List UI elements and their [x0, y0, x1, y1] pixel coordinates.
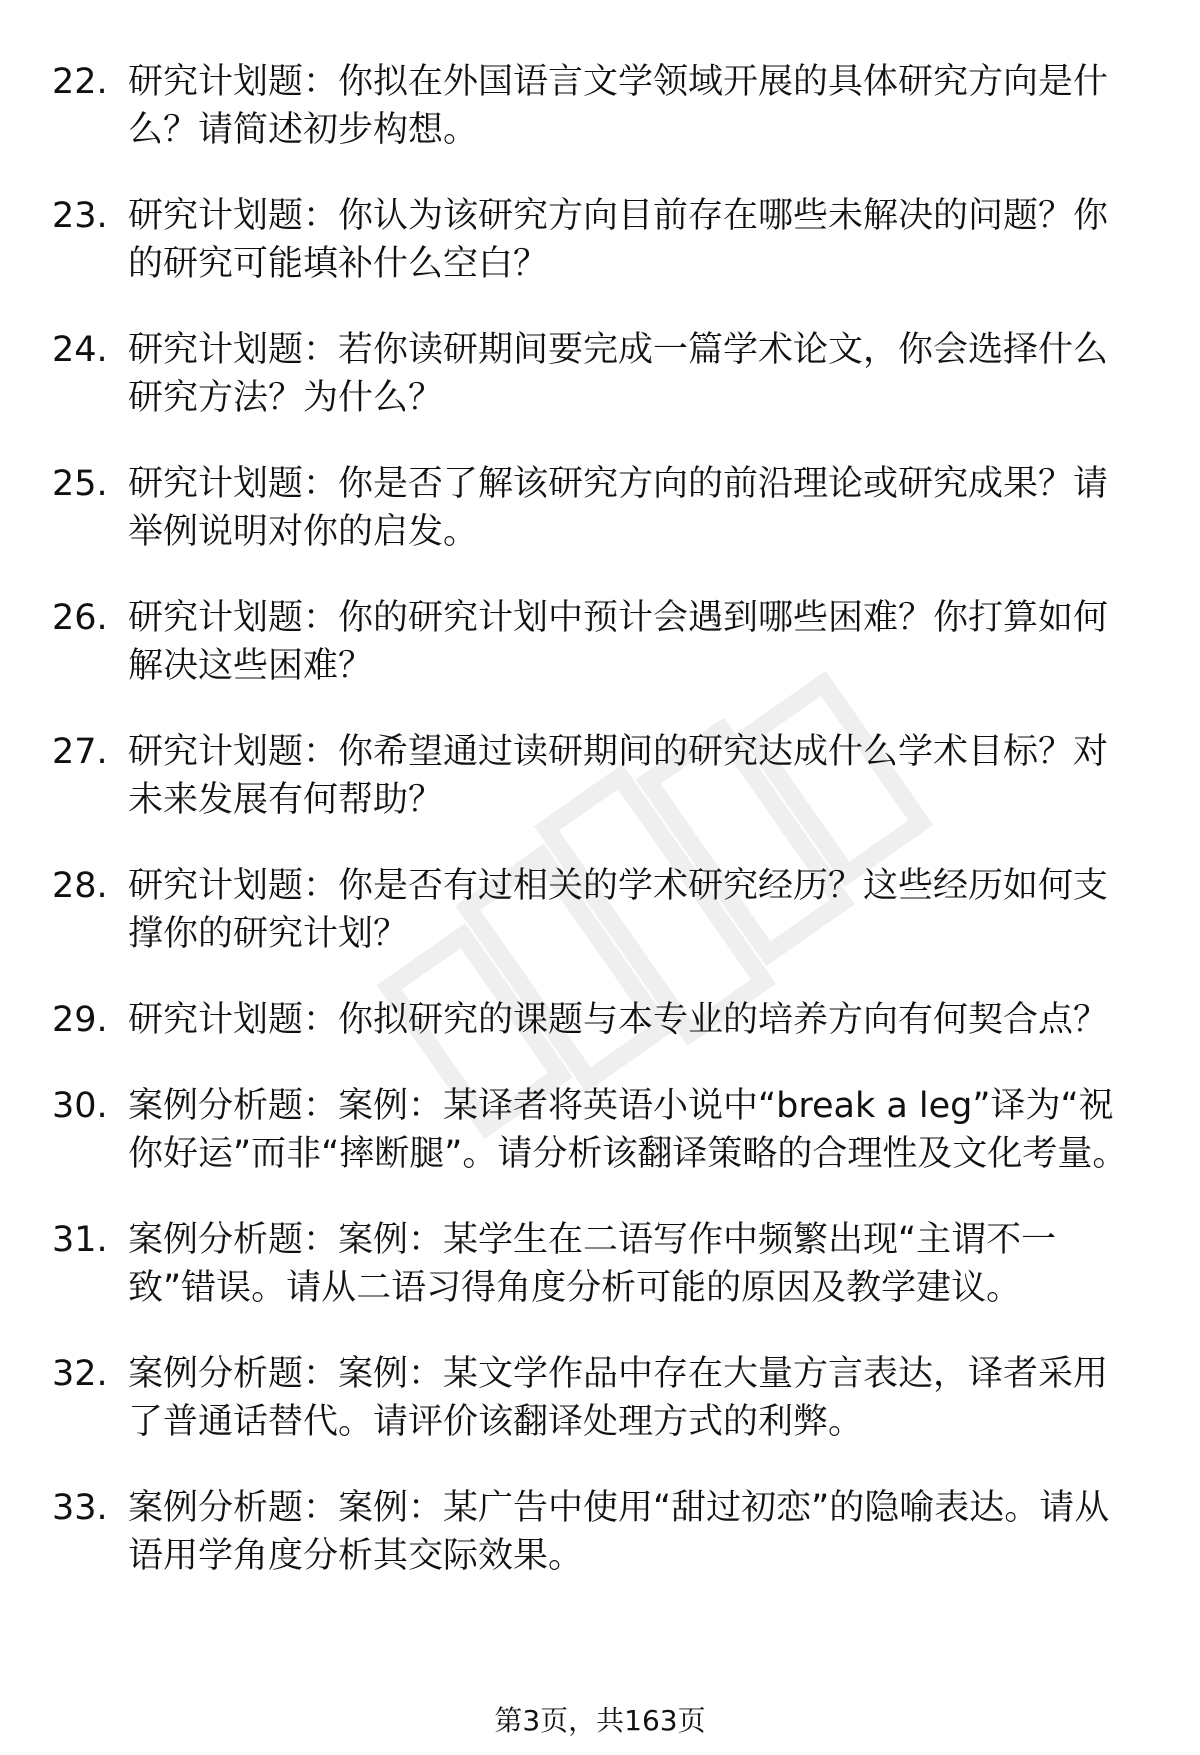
question-number: 32.	[52, 1354, 108, 1394]
question-text: 研究计划题：你的研究计划中预计会遇到哪些困难？你打算如何解决这些困难？	[128, 598, 1109, 686]
question-number: 26.	[52, 598, 108, 638]
question-text: 研究计划题：你希望通过读研期间的研究达成什么学术目标？对未来发展有何帮助？	[128, 732, 1109, 820]
question-number: 28.	[52, 866, 108, 906]
question-text: 案例分析题：案例：某译者将英语小说中“break a leg”译为“祝你好运”而非“摔断腿”。请分析该翻译策略的合理性及文化考量。	[128, 1086, 1128, 1174]
question-item	[52, 1484, 1142, 1580]
question-text: 研究计划题：你认为该研究方向目前存在哪些未解决的问题？你的研究可能填补什么空白？	[128, 196, 1109, 284]
question-number: 30.	[52, 1086, 108, 1126]
question-number: 33.	[52, 1488, 108, 1528]
question-number: 27.	[52, 732, 108, 772]
question-item	[52, 728, 1142, 824]
question-text: 研究计划题：你拟在外国语言文学领域开展的具体研究方向是什么？请简述初步构想。	[128, 62, 1109, 150]
question-text: 案例分析题：案例：某学生在二语写作中频繁出现“主谓不一致”错误。请从二语习得角度分析可能的原因及教学建议。	[128, 1220, 1057, 1308]
question-item	[52, 1216, 1142, 1312]
question-item	[52, 1082, 1142, 1178]
question-list	[52, 58, 1142, 1618]
question-item	[52, 594, 1142, 690]
question-number: 31.	[52, 1220, 108, 1260]
question-text: 研究计划题：你是否了解该研究方向的前沿理论或研究成果？请举例说明对你的启发。	[128, 464, 1109, 552]
question-number: 25.	[52, 464, 108, 504]
question-text: 研究计划题：若你读研期间要完成一篇学术论文，你会选择什么研究方法？为什么？	[128, 330, 1109, 418]
question-number: 24.	[52, 330, 108, 370]
page-number-label: 第3页，共163页	[494, 1704, 706, 1737]
question-item	[52, 460, 1142, 556]
page-footer	[0, 1704, 1200, 1738]
question-text: 研究计划题：你是否有过相关的学术研究经历？这些经历如何支撑你的研究计划？	[128, 866, 1109, 954]
question-item	[52, 326, 1142, 422]
question-number: 29.	[52, 1000, 108, 1040]
question-number: 23.	[52, 196, 108, 236]
question-item	[52, 58, 1142, 154]
question-item	[52, 996, 1142, 1044]
question-text: 案例分析题：案例：某广告中使用“甜过初恋”的隐喻表达。请从语用学角度分析其交际效果。	[128, 1488, 1110, 1576]
question-item	[52, 1350, 1142, 1446]
question-text: 研究计划题：你拟研究的课题与本专业的培养方向有何契合点？	[128, 1000, 1109, 1040]
question-item	[52, 862, 1142, 958]
question-number: 22.	[52, 62, 108, 102]
question-item	[52, 192, 1142, 288]
question-text: 案例分析题：案例：某文学作品中存在大量方言表达，译者采用了普通话替代。请评价该翻译处理方式的利弊。	[128, 1354, 1109, 1442]
